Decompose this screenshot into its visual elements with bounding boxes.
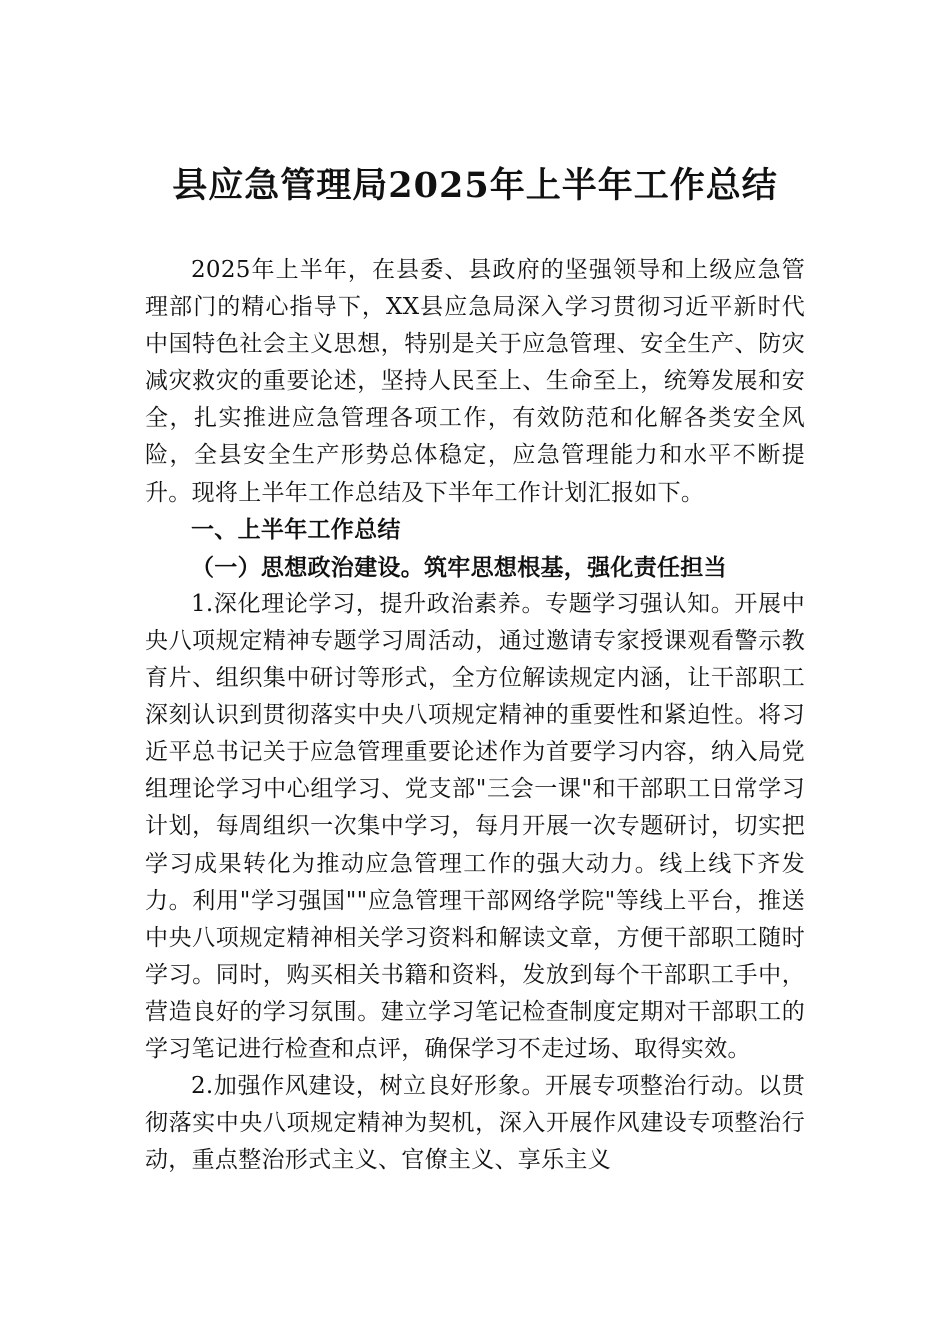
document-body bbox=[145, 252, 805, 1179]
subsection-heading: （一）思想政治建设。筑牢思想根基，强化责任担当 bbox=[191, 553, 727, 581]
intro-paragraph: 2025年上半年，在县委、县政府的坚强领导和上级应急管理部门的精心指导下，XX县应急局深入学习贯彻习近平新时代中国特色社会主义思想，特别是关于应急管理、安全生产、防灾减灾救灾的重要论述，坚持人民至上、生命至上，统筹发展和安全，扎实推进应急管理各项工作，有效防范和化解各类安全风险，全县安全生产形势总体稳定，应急管理能力和水平不断提升。现将上半年工作总结及下半年工作计划汇报如下。 bbox=[145, 257, 805, 506]
document-title: 县应急管理局2025年上半年工作总结 bbox=[172, 165, 778, 206]
section-heading: 一、上半年工作总结 bbox=[191, 516, 401, 543]
item-paragraph-2: 2.加强作风建设，树立良好形象。开展专项整治行动。以贯彻落实中央八项规定精神为契机，深入开展作风建设专项整治行动，重点整治形式主义、官僚主义、享乐主义 bbox=[145, 1073, 805, 1174]
item-paragraph-1: 1.深化理论学习，提升政治素养。专题学习强认知。开展中央八项规定精神专题学习周活动，通过邀请专家授课观看警示教育片、组织集中研讨等形式，全方位解读规定内涵，让干部职工深刻认识到贯彻落实中央八项规定精神的重要性和紧迫性。将习近平总书记关于应急管理重要论述作为首要学习内容，纳入局党组理论学习中心组学习、党支部"三会一课"和干部职工日常学习计划，每周组织一次集中学习，每月开展一次专题研讨，切实把学习成果转化为推动应急管理工作的强大动力。线上线下齐发力。利用"学习强国""应急管理干部网络学院"等线上平台，推送中央八项规定精神相关学习资料和解读文章，方便干部职工随时学习。同时，购买相关书籍和资料，发放到每个干部职工手中，营造良好的学习氛围。建立学习笔记检查制度定期对干部职工的学习笔记进行检查和点评，确保学习不走过场、取得实效。 bbox=[145, 590, 805, 1062]
